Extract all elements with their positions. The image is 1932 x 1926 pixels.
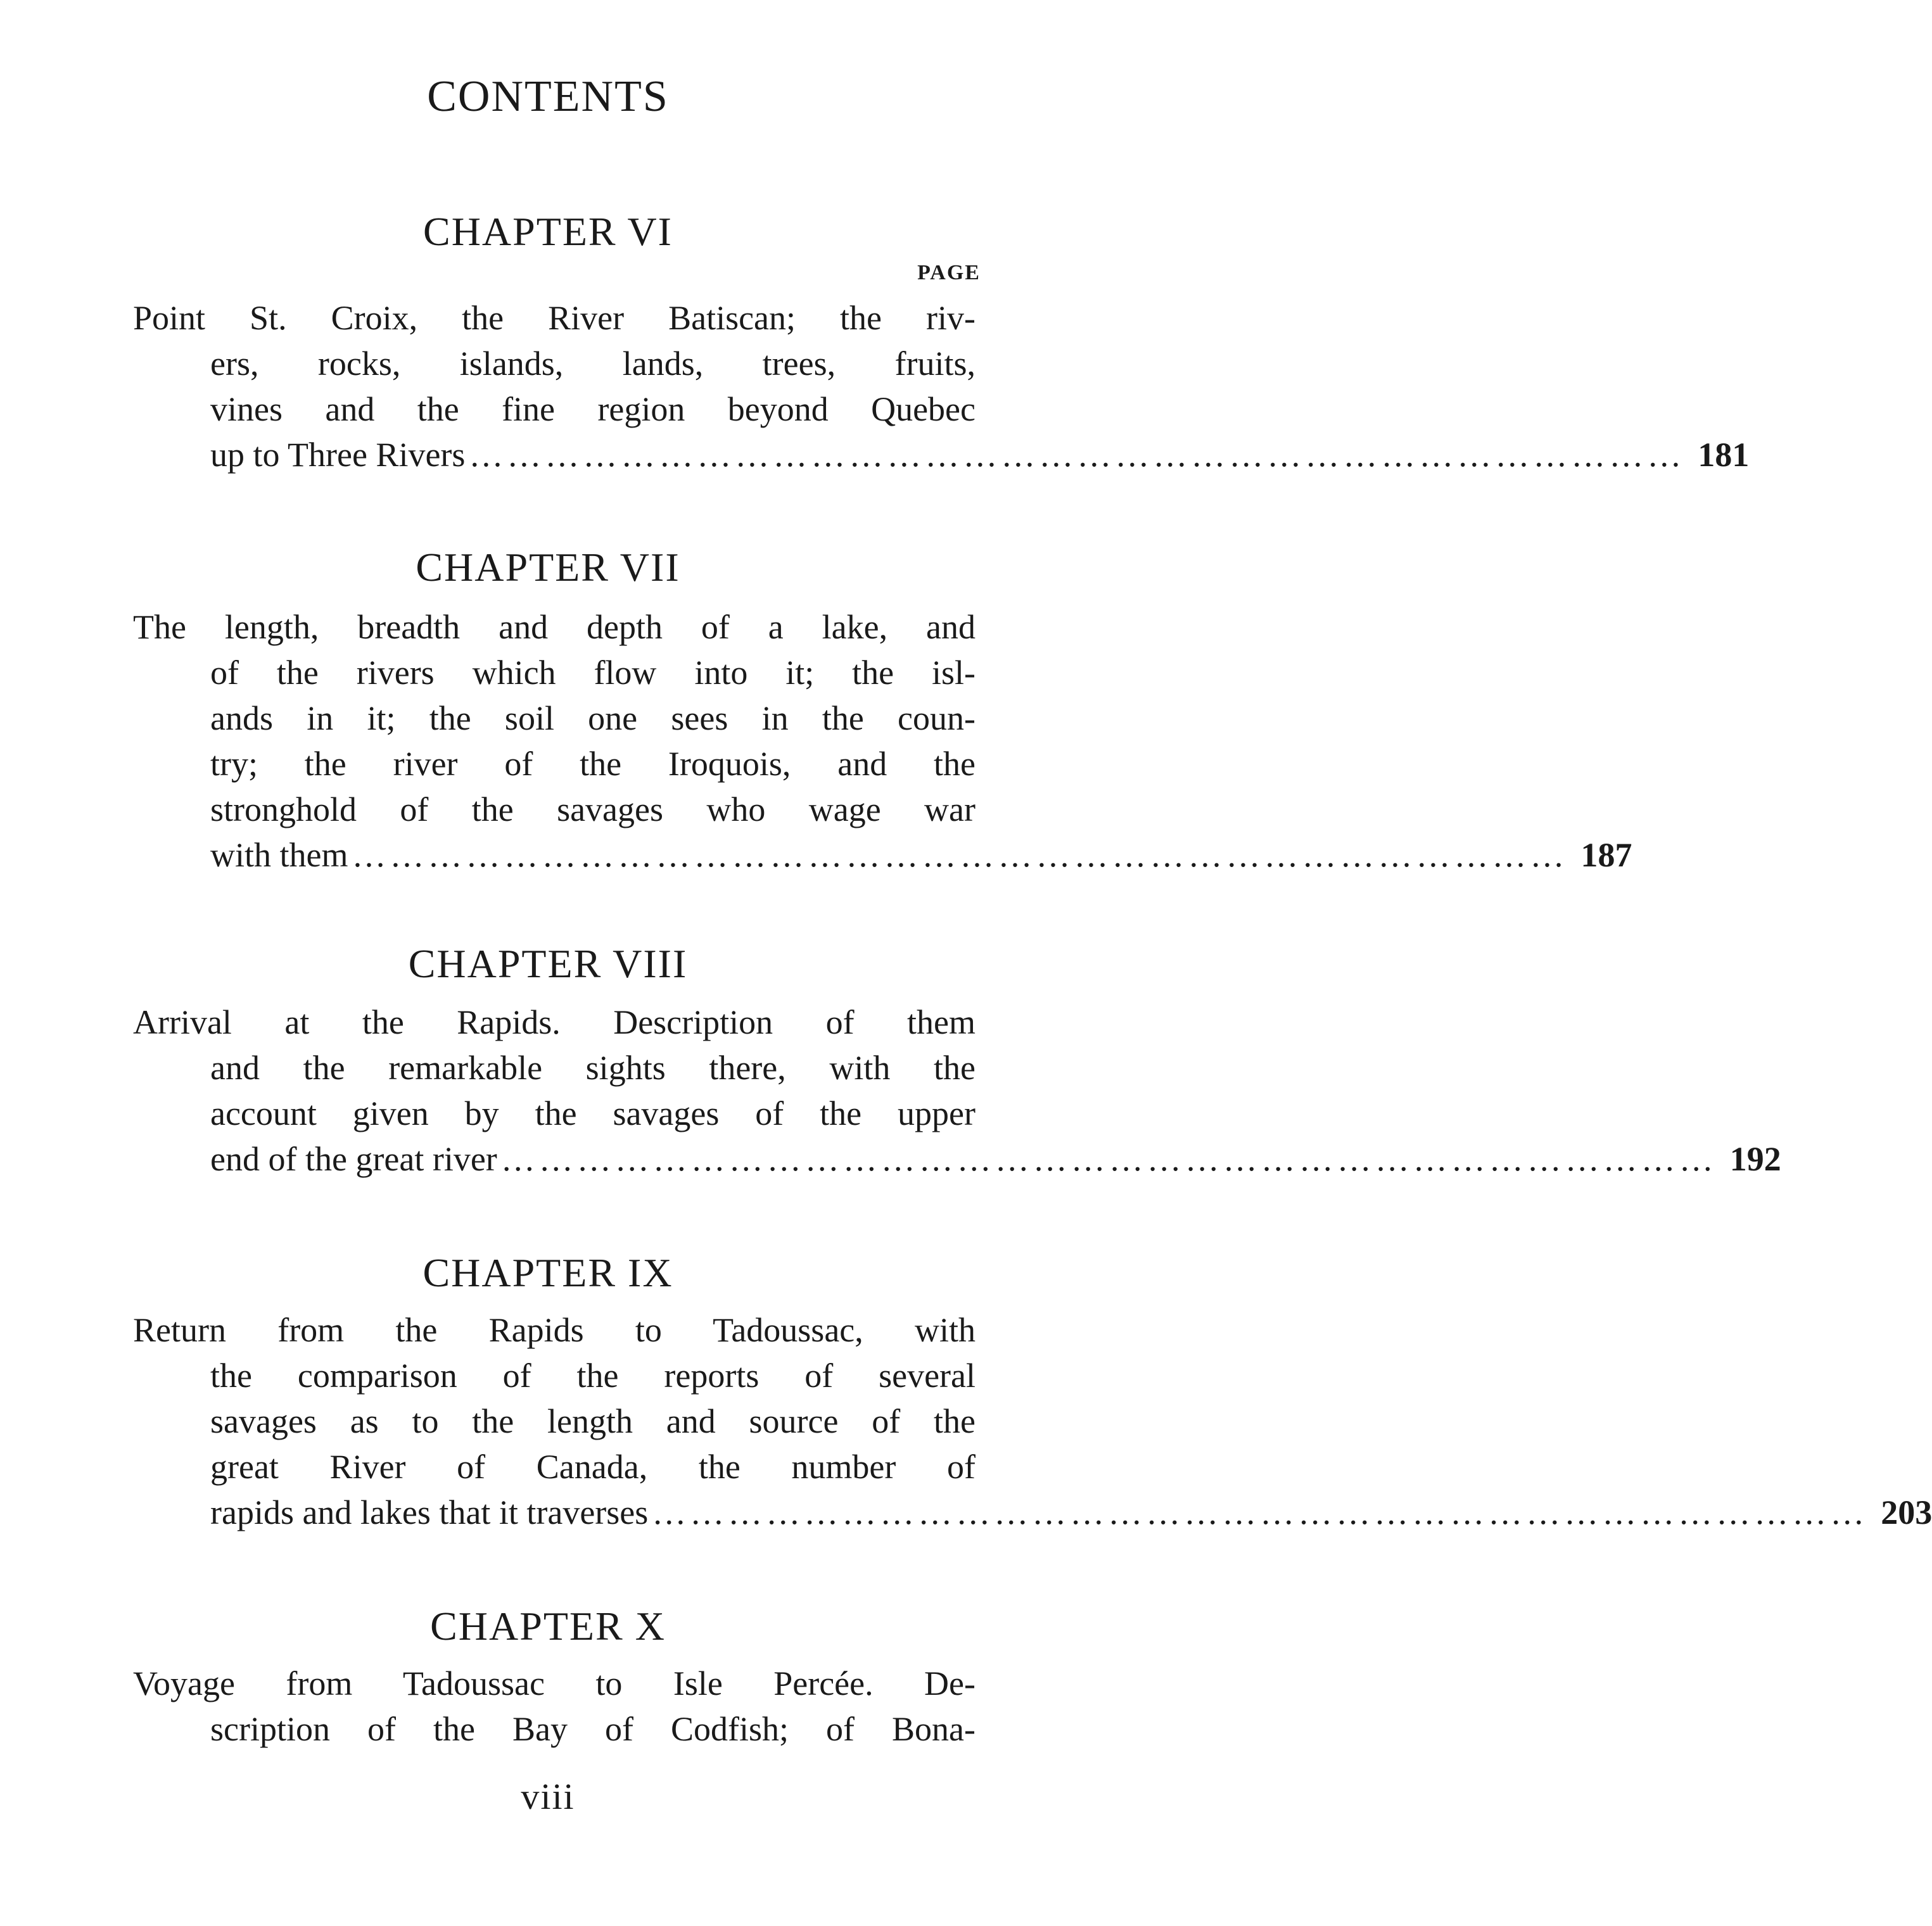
entry-line: the comparison of the reports of several <box>210 1357 976 1395</box>
dot-leader: …………………………………………………………………………………… <box>500 1140 1717 1178</box>
dot-leader: …………………………………………………………………………………… <box>469 436 1686 474</box>
toc-entry-chapter-ix <box>133 1307 1932 1535</box>
entry-line: vines and the fine region beyond Quebec <box>210 390 976 428</box>
entry-line-last: with them …………………………………………………………………………………… 187 <box>133 832 976 878</box>
entry-line: of the rivers which flow into it; the isl- <box>210 654 976 692</box>
toc-entry-chapter-viii <box>133 999 1781 1182</box>
entry-line: Arrival at the Rapids. Description of them <box>133 1003 976 1041</box>
toc-entry-chapter-x <box>133 1661 976 1752</box>
entry-line: scription of the Bay of Codfish; of Bona- <box>210 1710 976 1748</box>
chapter-heading-vi: CHAPTER VI <box>423 209 673 254</box>
entry-line: The length, breadth and depth of a lake, and <box>133 608 976 646</box>
page-number: 181 <box>1698 436 1750 474</box>
page-number: 192 <box>1729 1140 1781 1178</box>
entry-line-last: up to Three Rivers …………………………………………………………………………………… 181 <box>133 432 976 478</box>
page-number: 203 <box>1881 1493 1932 1531</box>
entry-line: Point St. Croix, the River Batiscan; the riv- <box>133 299 976 337</box>
page-folio: viii <box>521 1776 575 1817</box>
chapter-heading-viii: CHAPTER VIII <box>408 941 688 986</box>
entry-line: and the remarkable sights there, with the <box>210 1049 976 1087</box>
chapter-heading-vii: CHAPTER VII <box>416 545 680 590</box>
entry-line: account given by the savages of the upper <box>210 1094 976 1132</box>
entry-line: great River of Canada, the number of <box>210 1448 976 1486</box>
entry-line: Voyage from Tadoussac to Isle Percée. De- <box>133 1664 976 1702</box>
entry-line: ers, rocks, islands, lands, trees, fruits, <box>210 345 976 383</box>
page-number: 187 <box>1580 836 1632 874</box>
chapter-heading-ix: CHAPTER IX <box>423 1250 673 1295</box>
entry-line-last: end of the great river …………………………………………………………………………………… 192 <box>133 1136 976 1182</box>
entry-line-last: rapids and lakes that it traverses …………………………………………………………………………………… 203 <box>133 1490 976 1535</box>
entry-line: stronghold of the savages who wage war <box>210 790 976 828</box>
entry-line: savages as to the length and source of the <box>210 1402 976 1440</box>
page-column-label: PAGE <box>917 261 981 284</box>
chapter-heading-x: CHAPTER X <box>430 1604 666 1649</box>
toc-entry-chapter-vi <box>133 295 1750 478</box>
toc-entry-chapter-vii <box>133 604 1632 878</box>
entry-line: Return from the Rapids to Tadoussac, with <box>133 1311 976 1349</box>
running-title: CONTENTS <box>427 72 669 121</box>
dot-leader: …………………………………………………………………………………… <box>652 1493 1869 1531</box>
dot-leader: …………………………………………………………………………………… <box>352 836 1568 874</box>
entry-line: try; the river of the Iroquois, and the <box>210 745 976 783</box>
entry-line: ands in it; the soil one sees in the coun- <box>210 699 976 737</box>
